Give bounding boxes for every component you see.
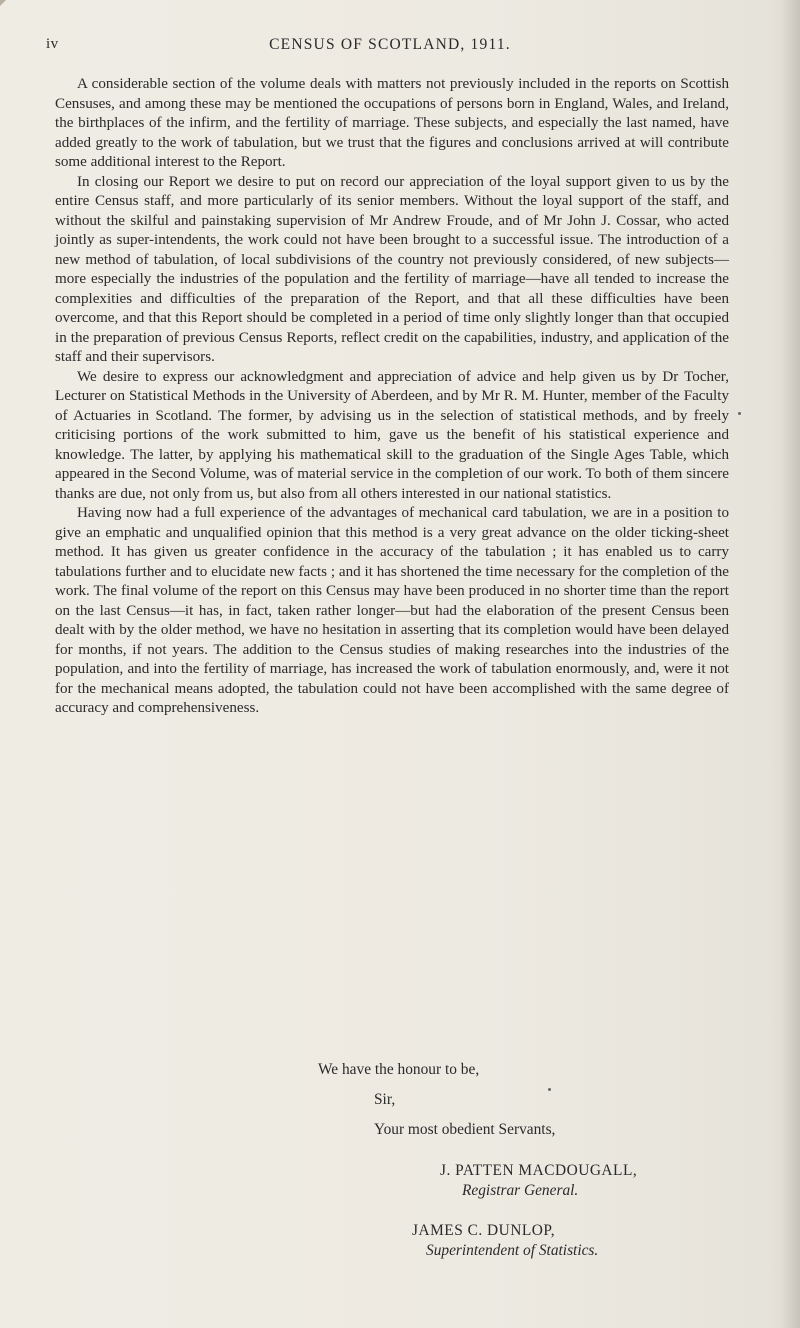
page-number: iv: [46, 36, 59, 52]
paragraph-3: We desire to express our acknowledgment and appreciation of advice and help given us by Dr Tocher, Lecturer on Statistical Methods in the University of Aberdeen, and by Mr R. M. Hunter, member of the Faculty of Actuaries in Scotland. The former, by advising us in the selection of statistical methods, and by freely criticising portions of the work submitted to him, gave us the benefit of his statistical experience and knowledge. The latter, by applying his mathematical skill to the graduation of the Single Ages Table, which appeared in the Second Volume, was of material service in the completion of our work. To both of them sincere thanks are due, not only from us, but also from all others interested in our national statistics.: [55, 368, 729, 502]
body-text: [55, 75, 729, 719]
signatory-2-title: Superintendent of Statistics.: [426, 1242, 599, 1259]
page-header: [46, 36, 734, 58]
salutation: We have the honour to be,: [318, 1061, 480, 1078]
print-speck: [738, 412, 741, 415]
signatory-2-name: JAMES C. DUNLOP,: [412, 1222, 556, 1239]
page-edge-shadow: [782, 0, 800, 1328]
signatory-1-name: J. PATTEN MACDOUGALL,: [440, 1162, 638, 1179]
page-corner-mark: [0, 0, 6, 6]
paragraph-1: A considerable section of the volume deals with matters not previously included in the reports on Scottish Censuses, and among these may be mentioned the occupations of persons born in England, Wales, and Ireland, the birthplaces of the infirm, and the fertility of marriage. These subjects, and especially the last named, have added greatly to the work of tabulation, but we trust that the figures and conclusions arrived at will contribute some additional interest to the Report.: [55, 76, 729, 170]
paragraph-2: In closing our Report we desire to put on record our appreciation of the loyal support given to us by the entire Census staff, and more particularly of its senior members. Without the loyal support of the staff, and without the skilful and painstaking supervision of Mr Andrew Froude, and of Mr John J. Cossar, who acted jointly as super-intendents, the work could not have been brought to a successful issue. The introduction of a new method of tabulation, of local subdivisions of the country not previously considered, of new subjects—more especially the industries of the population and the fertility of marriage—have all tended to increase the complexities and difficulties of the preparation of the Report, and that all these difficulties have been overcome, and that this Report should be completed in a period of time only slightly longer than that occupied in the preparation of previous Census Reports, reflect credit on the capabilities, industry, and application of the staff and their supervisors.: [55, 173, 729, 365]
paragraph-4: Having now had a full experience of the advantages of mechanical card tabulation, we are in a position to give an emphatic and unqualified opinion that this method is a very great advance on the older ticking-sheet method. It has given us greater confidence in the accuracy of the tabulation ; it has enabled us to carry tabulations further and to elucidate new facts ; and it has shortened the time necessary for the completion of the work. The final volume of the report on this Census may have been produced in no shorter time than the report on the last Census—it has, in fact, taken rather longer—but had the elaboration of the present Census been dealt with by the older method, we have no hesitation in asserting that its completion would have been delayed for months, if not years. The addition to the Census studies of making researches into the industries of the population, and into the fertility of marriage, has increased the work of tabulation enormously, and, were it not for the mechanical means adopted, the tabulation could not have been accomplished with the same degree of accuracy and comprehensiveness.: [55, 505, 729, 716]
print-speck: [548, 1088, 551, 1091]
valediction: Your most obedient Servants,: [374, 1121, 556, 1138]
running-head: CENSUS OF SCOTLAND, 1911.: [269, 36, 511, 53]
address-sir: Sir,: [374, 1091, 396, 1108]
signatory-1-title: Registrar General.: [462, 1182, 579, 1199]
